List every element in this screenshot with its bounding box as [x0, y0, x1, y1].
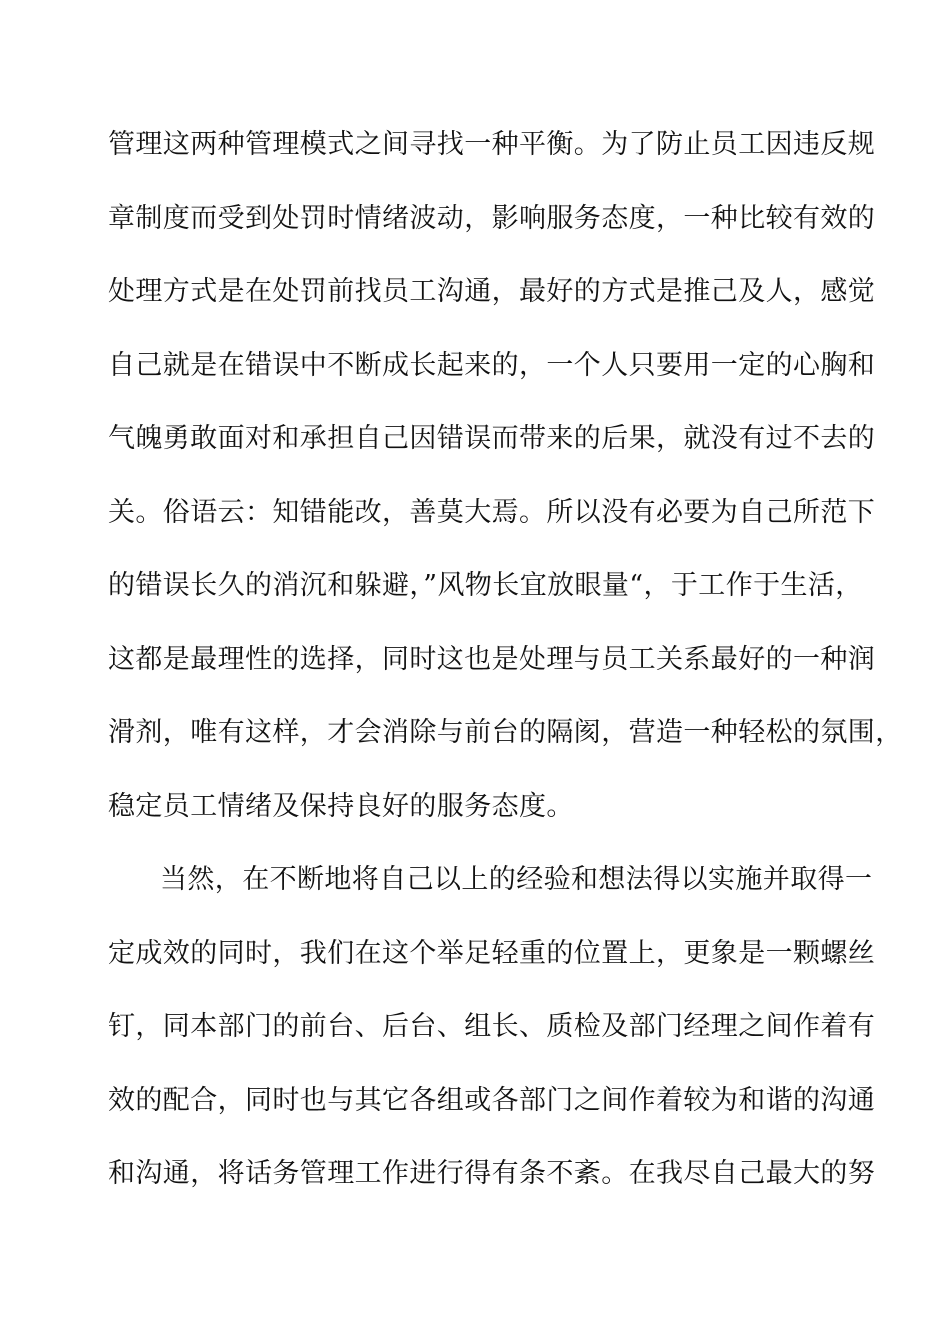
text-line: 处理方式是在处罚前找员工沟通，最好的方式是推己及人，感觉 — [108, 276, 876, 307]
paragraph-start-line: 当然，在不断地将自己以上的经验和想法得以实施并取得一 — [160, 864, 873, 895]
text-line: 关。俗语云：知错能改，善莫大焉。所以没有必要为自己所范下 — [108, 496, 876, 528]
text-line: 的错误长久的消沉和躲避，”风物长宜放眼量“，于工作于生活， — [108, 570, 863, 601]
text-line: 这都是最理性的选择，同时这也是处理与员工关系最好的一种润 — [108, 643, 876, 675]
text-line: 管理这两种管理模式之间寻找一种平衡。为了防止员工因违反规 — [108, 129, 876, 160]
text-line: 气魄勇敢面对和承担自己因错误而带来的后果，就没有过不去的 — [108, 423, 876, 454]
text-line: 章制度而受到处罚时情绪波动，影响服务态度，一种比较有效的 — [108, 202, 876, 234]
text-line: 效的配合，同时也与其它各组或各部门之间作着较为和谐的沟通 — [108, 1084, 876, 1116]
text-line: 定成效的同时，我们在这个举足轻重的位置上，更象是一颗螺丝 — [108, 937, 876, 969]
body-text — [108, 125, 903, 1228]
text-line: 钉，同本部门的前台、后台、组长、质检及部门经理之间作着有 — [108, 1011, 876, 1042]
text-line: 自己就是在错误中不断成长起来的，一个人只要用一定的心胸和 — [108, 349, 876, 381]
text-line: 稳定员工情绪及保持良好的服务态度。 — [108, 790, 574, 822]
text-line: 和沟通，将话务管理工作进行得有条不紊。在我尽自己最大的努 — [108, 1158, 876, 1189]
text-line: 滑剂，唯有这样，才会消除与前台的隔阂，营造一种轻松的氛围， — [108, 717, 903, 748]
